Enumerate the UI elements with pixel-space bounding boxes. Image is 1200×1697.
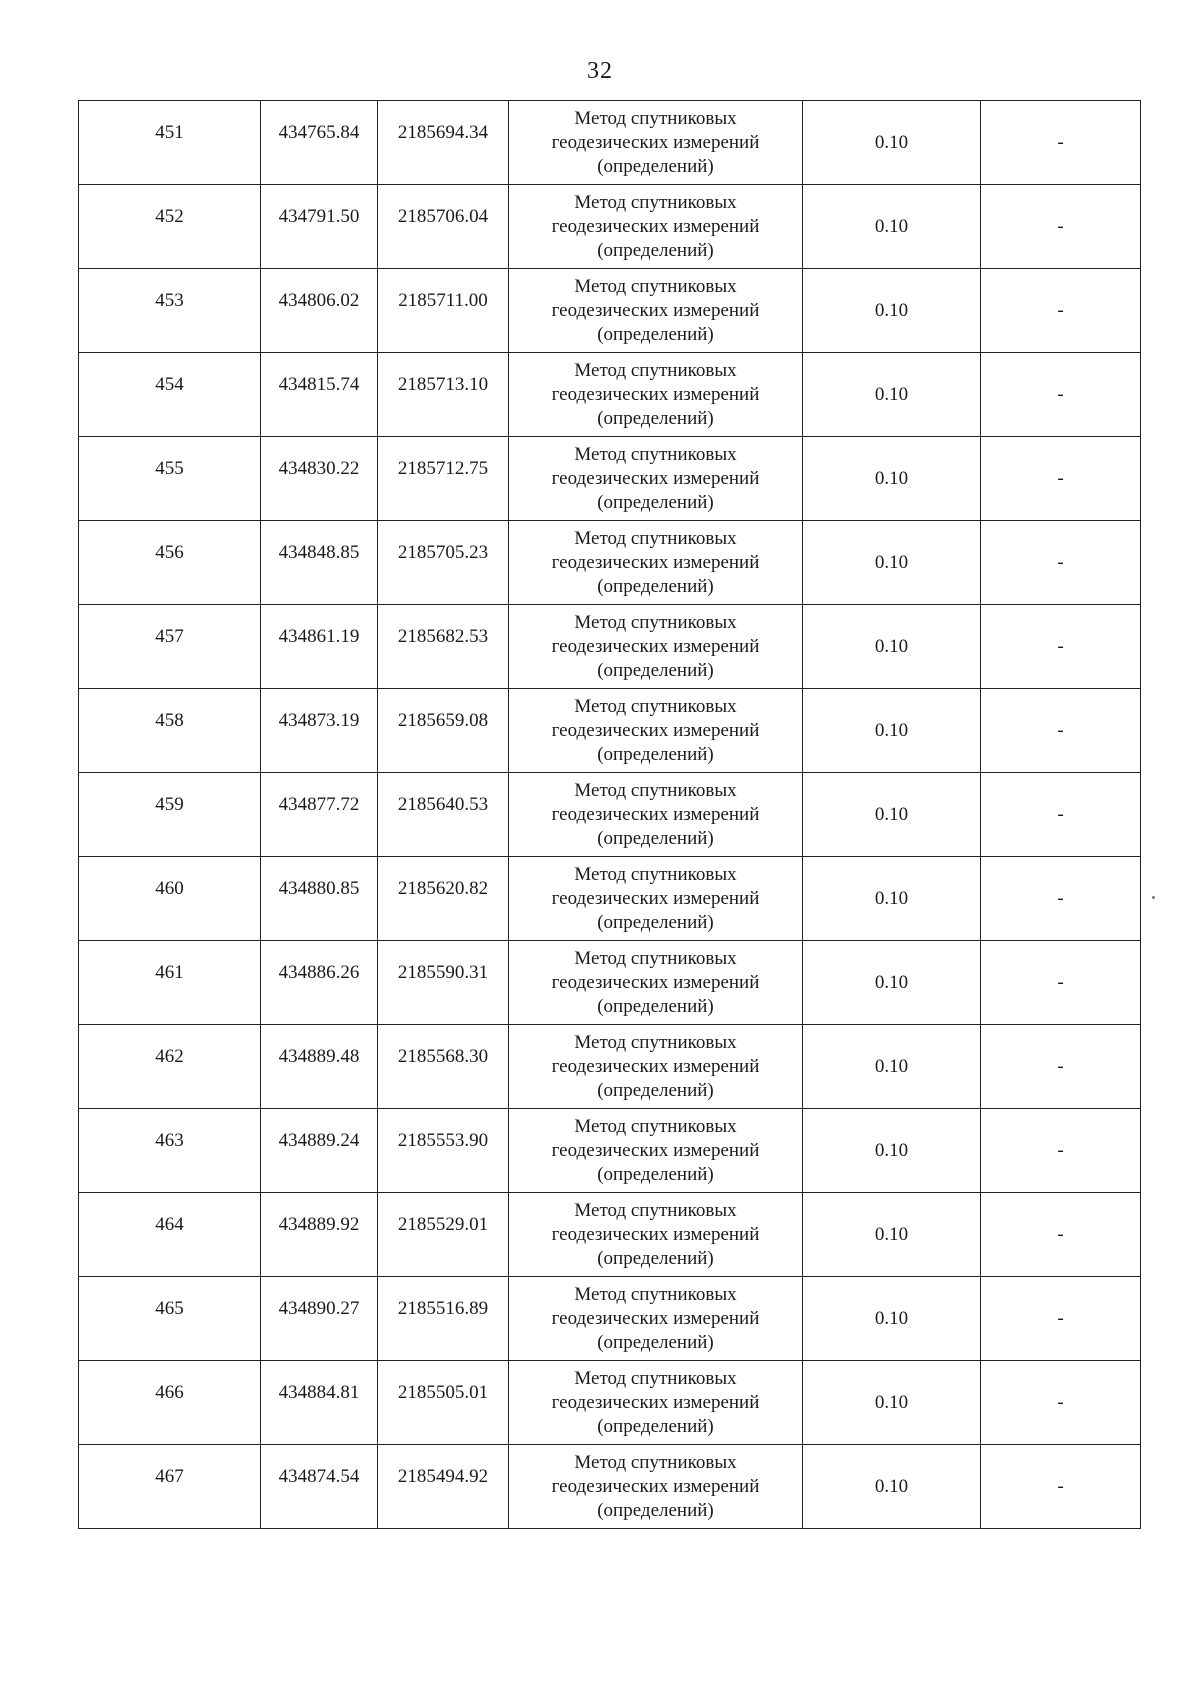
x-coordinate-cell: 434765.84: [261, 101, 378, 185]
method-line: геодезических измерений: [551, 635, 760, 657]
point-number-cell: 458: [79, 689, 261, 773]
accuracy-cell: 0.10: [803, 773, 981, 857]
method-cell: [509, 1277, 803, 1361]
y-coordinate-cell: 2185712.75: [378, 437, 509, 521]
point-number-cell: 456: [79, 521, 261, 605]
method-line: Метод спутниковых: [574, 191, 737, 213]
note-cell: -: [981, 605, 1141, 689]
x-coordinate-cell: 434886.26: [261, 941, 378, 1025]
method-cell: [509, 1025, 803, 1109]
method-line: геодезических измерений: [551, 971, 760, 993]
note-cell: -: [981, 1445, 1141, 1529]
method-cell: [509, 1109, 803, 1193]
accuracy-cell: 0.10: [803, 1445, 981, 1529]
y-coordinate-cell: 2185529.01: [378, 1193, 509, 1277]
accuracy-cell: 0.10: [803, 1109, 981, 1193]
method-line: (определений): [597, 827, 714, 849]
method-cell: [509, 269, 803, 353]
note-cell: -: [981, 101, 1141, 185]
method-line: Метод спутниковых: [574, 611, 737, 633]
y-coordinate-cell: 2185706.04: [378, 185, 509, 269]
y-coordinate-cell: 2185494.92: [378, 1445, 509, 1529]
accuracy-cell: 0.10: [803, 1193, 981, 1277]
note-cell: -: [981, 185, 1141, 269]
method-cell: [509, 773, 803, 857]
method-cell: [509, 941, 803, 1025]
method-line: (определений): [597, 491, 714, 513]
method-cell: [509, 1445, 803, 1529]
method-line: Метод спутниковых: [574, 779, 737, 801]
method-line: геодезических измерений: [551, 719, 760, 741]
note-cell: -: [981, 689, 1141, 773]
method-line: Метод спутниковых: [574, 1031, 737, 1053]
x-coordinate-cell: 434884.81: [261, 1361, 378, 1445]
table-row: [79, 605, 1141, 689]
point-number-cell: 452: [79, 185, 261, 269]
x-coordinate-cell: 434880.85: [261, 857, 378, 941]
point-number-cell: 462: [79, 1025, 261, 1109]
x-coordinate-cell: 434873.19: [261, 689, 378, 773]
x-coordinate-cell: 434874.54: [261, 1445, 378, 1529]
method-line: геодезических измерений: [551, 803, 760, 825]
method-line: Метод спутниковых: [574, 1199, 737, 1221]
x-coordinate-cell: 434890.27: [261, 1277, 378, 1361]
x-coordinate-cell: 434815.74: [261, 353, 378, 437]
x-coordinate-cell: 434889.48: [261, 1025, 378, 1109]
table-row: [79, 185, 1141, 269]
note-cell: -: [981, 521, 1141, 605]
method-line: Метод спутниковых: [574, 443, 737, 465]
note-cell: -: [981, 1277, 1141, 1361]
y-coordinate-cell: 2185568.30: [378, 1025, 509, 1109]
point-number-cell: 464: [79, 1193, 261, 1277]
method-line: Метод спутниковых: [574, 1283, 737, 1305]
note-cell: -: [981, 269, 1141, 353]
method-line: геодезических измерений: [551, 131, 760, 153]
y-coordinate-cell: 2185659.08: [378, 689, 509, 773]
method-line: Метод спутниковых: [574, 527, 737, 549]
method-line: Метод спутниковых: [574, 695, 737, 717]
method-line: геодезических измерений: [551, 551, 760, 573]
y-coordinate-cell: 2185590.31: [378, 941, 509, 1025]
table-row: [79, 269, 1141, 353]
method-line: Метод спутниковых: [574, 275, 737, 297]
method-cell: [509, 353, 803, 437]
method-line: геодезических измерений: [551, 1391, 760, 1413]
y-coordinate-cell: 2185713.10: [378, 353, 509, 437]
note-cell: -: [981, 1025, 1141, 1109]
table-row: [79, 101, 1141, 185]
method-line: (определений): [597, 659, 714, 681]
table-row: [79, 1193, 1141, 1277]
accuracy-cell: 0.10: [803, 353, 981, 437]
table-row: [79, 1445, 1141, 1529]
point-number-cell: 467: [79, 1445, 261, 1529]
method-line: геодезических измерений: [551, 299, 760, 321]
method-cell: [509, 857, 803, 941]
method-cell: [509, 1193, 803, 1277]
table-row: [79, 1025, 1141, 1109]
method-line: (определений): [597, 1079, 714, 1101]
method-line: (определений): [597, 323, 714, 345]
method-line: (определений): [597, 995, 714, 1017]
method-cell: [509, 1361, 803, 1445]
point-number-cell: 460: [79, 857, 261, 941]
x-coordinate-cell: 434889.24: [261, 1109, 378, 1193]
point-number-cell: 461: [79, 941, 261, 1025]
method-line: Метод спутниковых: [574, 1115, 737, 1137]
y-coordinate-cell: 2185620.82: [378, 857, 509, 941]
note-cell: -: [981, 437, 1141, 521]
point-number-cell: 465: [79, 1277, 261, 1361]
y-coordinate-cell: 2185711.00: [378, 269, 509, 353]
accuracy-cell: 0.10: [803, 101, 981, 185]
method-line: (определений): [597, 155, 714, 177]
x-coordinate-cell: 434877.72: [261, 773, 378, 857]
y-coordinate-cell: 2185640.53: [378, 773, 509, 857]
x-coordinate-cell: 434848.85: [261, 521, 378, 605]
y-coordinate-cell: 2185705.23: [378, 521, 509, 605]
method-cell: [509, 437, 803, 521]
point-number-cell: 459: [79, 773, 261, 857]
note-cell: -: [981, 1193, 1141, 1277]
method-line: геодезических измерений: [551, 467, 760, 489]
method-cell: [509, 521, 803, 605]
method-line: (определений): [597, 575, 714, 597]
method-line: (определений): [597, 1163, 714, 1185]
method-line: Метод спутниковых: [574, 947, 737, 969]
method-line: (определений): [597, 911, 714, 933]
method-line: геодезических измерений: [551, 1475, 760, 1497]
accuracy-cell: 0.10: [803, 605, 981, 689]
method-cell: [509, 101, 803, 185]
method-line: Метод спутниковых: [574, 1451, 737, 1473]
x-coordinate-cell: 434889.92: [261, 1193, 378, 1277]
table-row: [79, 1361, 1141, 1445]
method-line: (определений): [597, 743, 714, 765]
method-cell: [509, 185, 803, 269]
table-row: [79, 857, 1141, 941]
note-cell: -: [981, 857, 1141, 941]
table-row: [79, 1109, 1141, 1193]
point-number-cell: 451: [79, 101, 261, 185]
table-row: [79, 773, 1141, 857]
x-coordinate-cell: 434791.50: [261, 185, 378, 269]
method-cell: [509, 689, 803, 773]
note-cell: -: [981, 353, 1141, 437]
y-coordinate-cell: 2185516.89: [378, 1277, 509, 1361]
accuracy-cell: 0.10: [803, 857, 981, 941]
y-coordinate-cell: 2185694.34: [378, 101, 509, 185]
method-line: (определений): [597, 1499, 714, 1521]
note-cell: -: [981, 941, 1141, 1025]
method-line: геодезических измерений: [551, 1307, 760, 1329]
accuracy-cell: 0.10: [803, 521, 981, 605]
y-coordinate-cell: 2185553.90: [378, 1109, 509, 1193]
accuracy-cell: 0.10: [803, 689, 981, 773]
method-line: (определений): [597, 1247, 714, 1269]
x-coordinate-cell: 434806.02: [261, 269, 378, 353]
point-number-cell: 466: [79, 1361, 261, 1445]
table-row: [79, 1277, 1141, 1361]
point-number-cell: 453: [79, 269, 261, 353]
note-cell: -: [981, 1361, 1141, 1445]
table-row: [79, 521, 1141, 605]
method-line: (определений): [597, 1331, 714, 1353]
accuracy-cell: 0.10: [803, 1025, 981, 1109]
coordinates-table-body: [79, 101, 1141, 1529]
method-line: (определений): [597, 239, 714, 261]
table-row: [79, 941, 1141, 1025]
method-line: геодезических измерений: [551, 215, 760, 237]
y-coordinate-cell: 2185505.01: [378, 1361, 509, 1445]
method-line: геодезических измерений: [551, 1139, 760, 1161]
accuracy-cell: 0.10: [803, 269, 981, 353]
table-row: [79, 437, 1141, 521]
method-line: геодезических измерений: [551, 1223, 760, 1245]
accuracy-cell: 0.10: [803, 185, 981, 269]
note-cell: -: [981, 1109, 1141, 1193]
method-line: геодезических измерений: [551, 887, 760, 909]
table-row: [79, 689, 1141, 773]
accuracy-cell: 0.10: [803, 437, 981, 521]
x-coordinate-cell: 434861.19: [261, 605, 378, 689]
method-cell: [509, 605, 803, 689]
y-coordinate-cell: 2185682.53: [378, 605, 509, 689]
method-line: Метод спутниковых: [574, 107, 737, 129]
accuracy-cell: 0.10: [803, 941, 981, 1025]
method-line: (определений): [597, 1415, 714, 1437]
method-line: геодезических измерений: [551, 1055, 760, 1077]
x-coordinate-cell: 434830.22: [261, 437, 378, 521]
point-number-cell: 454: [79, 353, 261, 437]
scan-speck: [1152, 896, 1155, 899]
point-number-cell: 457: [79, 605, 261, 689]
method-line: Метод спутниковых: [574, 1367, 737, 1389]
coordinates-table: [78, 100, 1141, 1529]
method-line: Метод спутниковых: [574, 863, 737, 885]
method-line: Метод спутниковых: [574, 359, 737, 381]
point-number-cell: 455: [79, 437, 261, 521]
point-number-cell: 463: [79, 1109, 261, 1193]
accuracy-cell: 0.10: [803, 1277, 981, 1361]
note-cell: -: [981, 773, 1141, 857]
page-number: 32: [587, 58, 613, 84]
accuracy-cell: 0.10: [803, 1361, 981, 1445]
method-line: (определений): [597, 407, 714, 429]
method-line: геодезических измерений: [551, 383, 760, 405]
table-row: [79, 353, 1141, 437]
